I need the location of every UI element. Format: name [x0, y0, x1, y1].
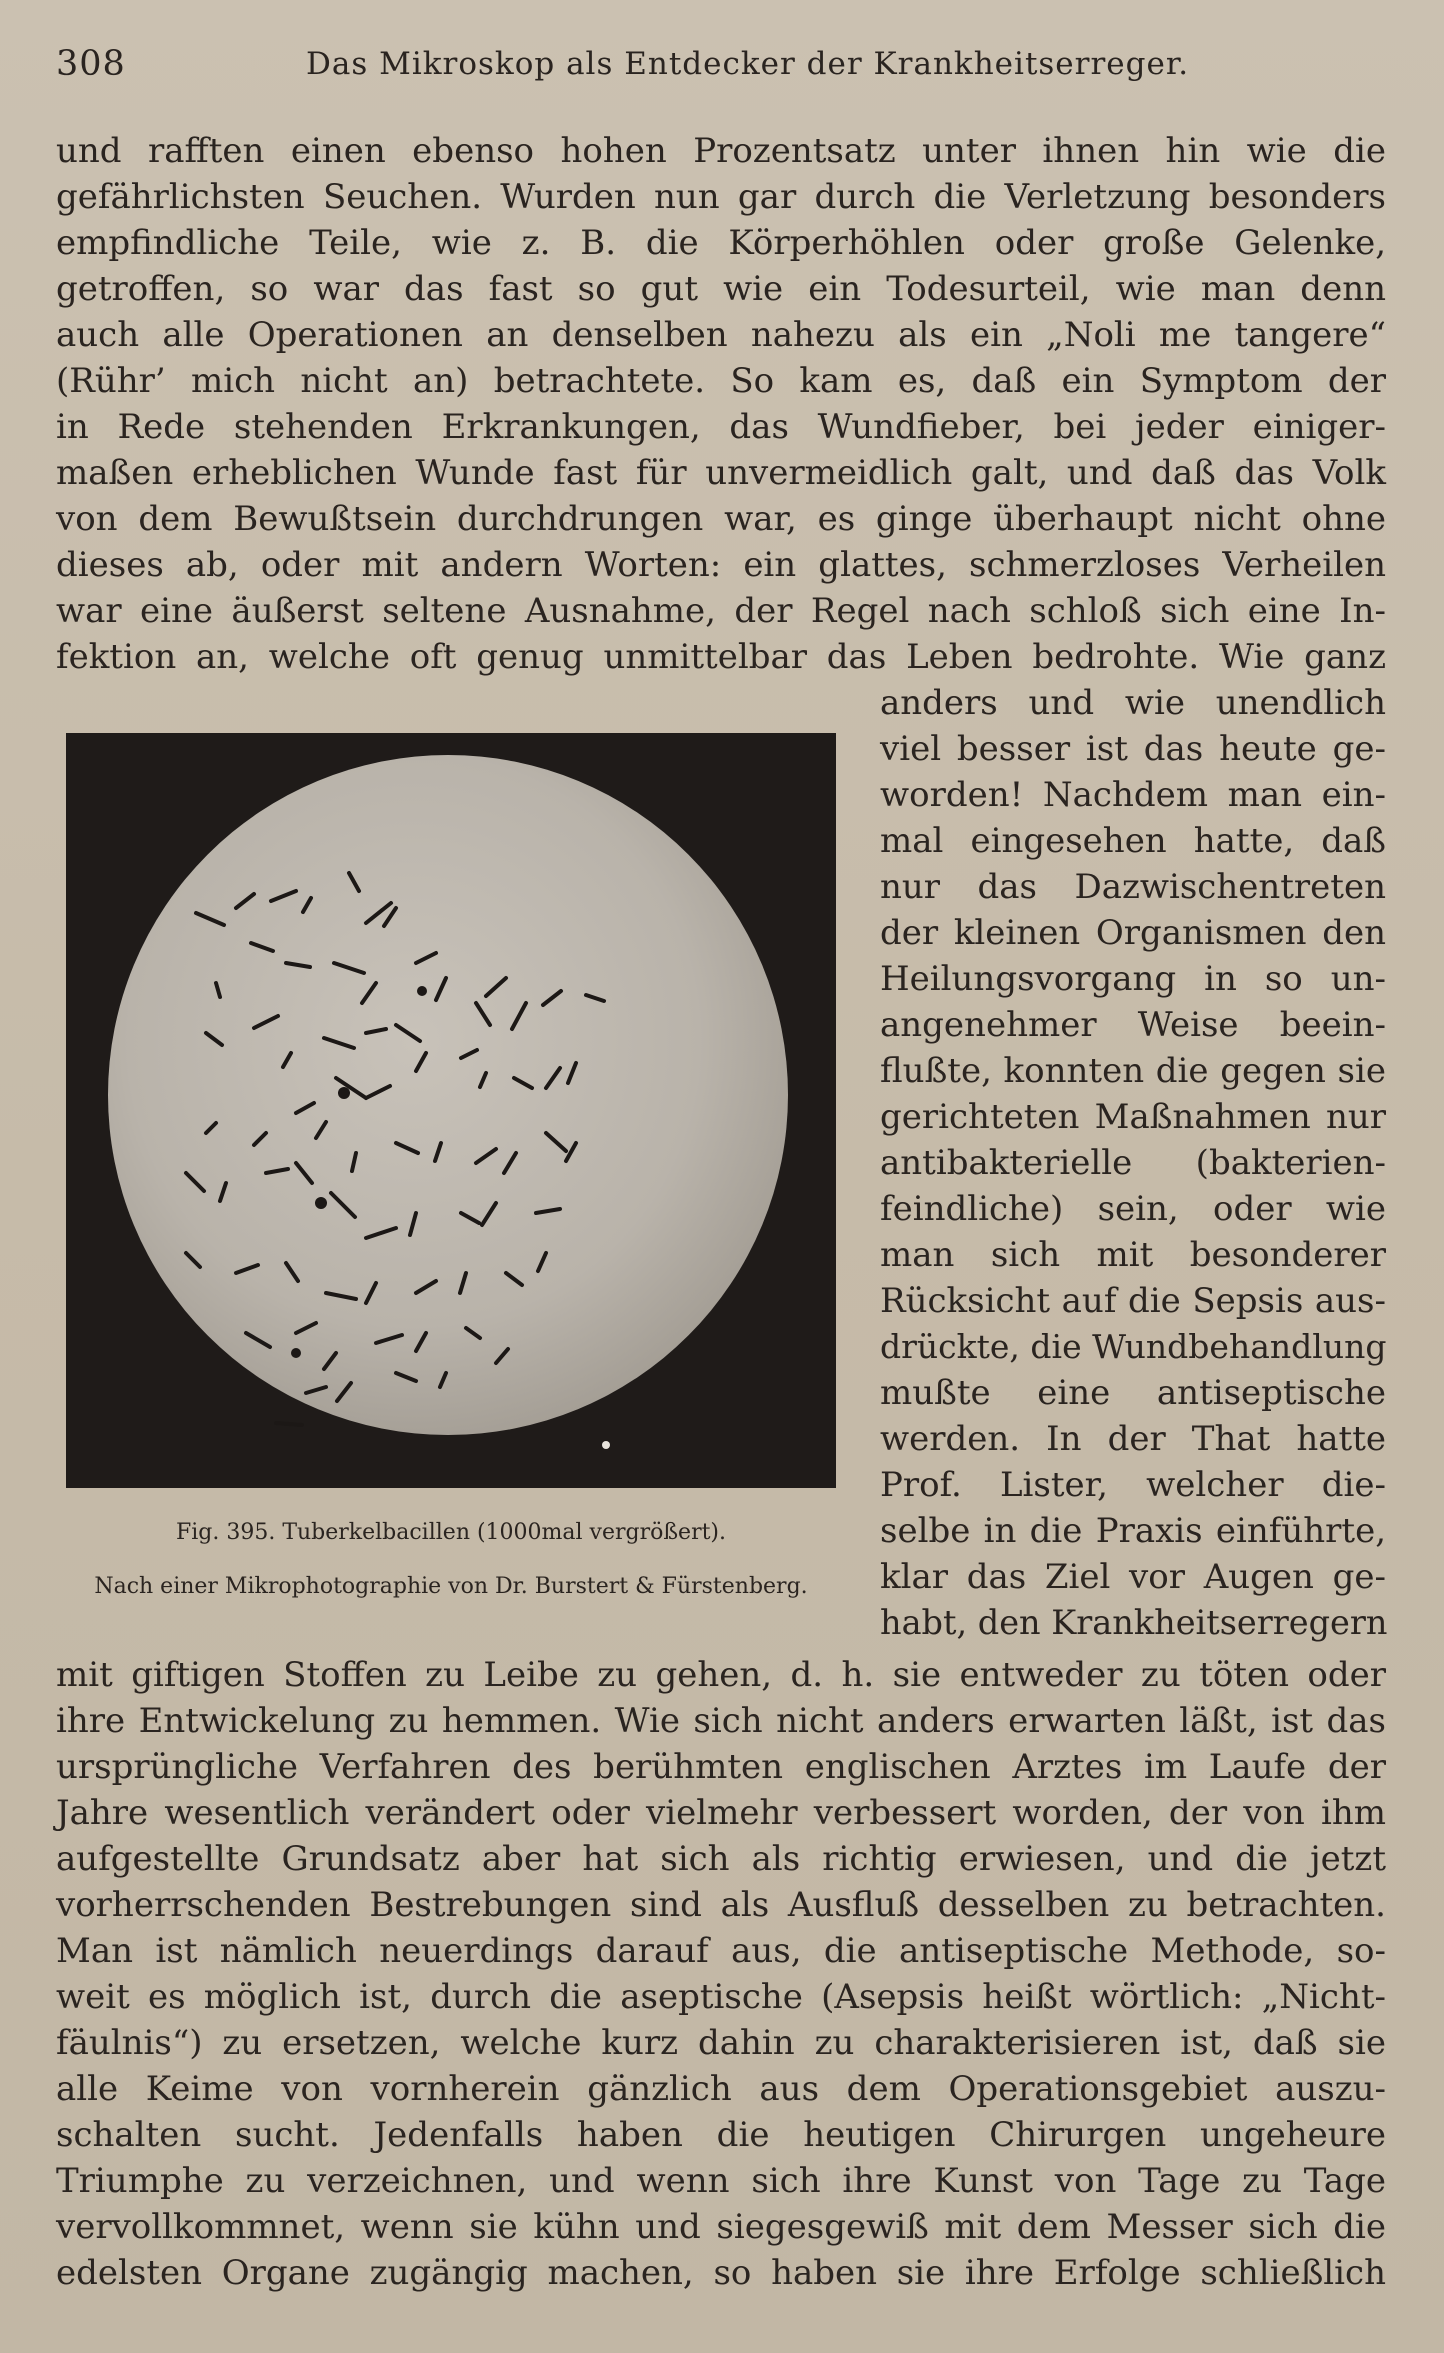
text-line: aufgestellte Grundsatz aber hat sich als richtig erwiesen, und die jetzt [56, 1839, 1386, 1879]
text-line: viel besser ist das heute ge- [880, 729, 1386, 769]
text-line: selbe in die Praxis einführte, [880, 1511, 1386, 1551]
text-line: antibakterielle (bakterien- [880, 1143, 1386, 1183]
text-line: drückte, die Wundbehandlung [880, 1327, 1387, 1366]
text-line: gerichteten Maßnahmen nur [880, 1097, 1386, 1137]
text-line: vorherrschenden Bestrebungen sind als Ausfluß desselben zu betrachten. [56, 1885, 1386, 1925]
text-line: Triumphe zu verzeichnen, und wenn sich ihre Kunst von Tage zu Tage [56, 2161, 1386, 2201]
text-line: empfindliche Teile, wie z. B. die Körperhöhlen oder große Gelenke, [56, 223, 1386, 263]
text-line: mal eingesehen hatte, daß [880, 821, 1386, 861]
text-line: edelsten Organe zugängig machen, so haben sie ihre Erfolge schließlich [56, 2253, 1386, 2293]
text-line: werden. In der That hatte [880, 1419, 1386, 1459]
text-line: habt, den Krankheitserregern [880, 1603, 1388, 1642]
text-line: alle Keime von vornherein gänzlich aus dem Operationsgebiet auszu- [56, 2069, 1386, 2109]
text-line: anders und wie unendlich [880, 683, 1386, 723]
text-line: (Rühr’ mich nicht an) betrachtete. So kam es, daß ein Symptom der [56, 361, 1386, 401]
tubercle-bacilli-micrograph [66, 733, 836, 1488]
text-line: angenehmer Weise beein- [880, 1005, 1386, 1045]
text-line: nur das Dazwischentreten [880, 867, 1386, 907]
text-line: auch alle Operationen an denselben nahezu als ein „Noli me tangere“ [56, 315, 1386, 355]
figure-credit: Nach einer Mikrophotographie von Dr. Burstert & Fürstenberg. [94, 1574, 808, 1599]
text-line: gefährlichsten Seuchen. Wurden nun gar durch die Verletzung besonders [56, 177, 1386, 217]
text-line: maßen erheblichen Wunde fast für unvermeidlich galt, und daß das Volk [56, 453, 1386, 493]
text-line: ihre Entwickelung zu hemmen. Wie sich nicht anders erwarten läßt, ist das [56, 1701, 1386, 1741]
text-line: feindliche) sein, oder wie [880, 1189, 1386, 1229]
text-line: Rücksicht auf die Sepsis aus- [880, 1281, 1386, 1321]
text-line: Heilungsvorgang in so un- [880, 959, 1386, 999]
text-line: mit giftigen Stoffen zu Leibe zu gehen, d. h. sie entweder zu töten oder [56, 1655, 1386, 1695]
text-line: mußte eine antiseptische [880, 1373, 1386, 1413]
text-line: von dem Bewußtsein durchdrungen war, es ginge überhaupt nicht ohne [56, 499, 1386, 539]
text-line: Jahre wesentlich verändert oder vielmehr verbessert worden, der von ihm [56, 1793, 1386, 1833]
text-line: getroffen, so war das fast so gut wie ein Todesurteil, wie man denn [56, 269, 1386, 309]
text-line: ursprüngliche Verfahren des berühmten englischen Arztes im Laufe der [56, 1747, 1386, 1787]
text-line: fektion an, welche oft genug unmittelbar das Leben bedrohte. Wie ganz [56, 637, 1386, 677]
text-line: man sich mit besonderer [880, 1235, 1386, 1275]
text-line: flußte, konnten die gegen sie [880, 1051, 1386, 1091]
running-head: Das Mikroskop als Entdecker der Krankheitserreger. [306, 46, 1190, 82]
text-line: der kleinen Organismen den [880, 913, 1386, 953]
text-line: klar das Ziel vor Augen ge- [880, 1557, 1386, 1597]
text-line: Prof. Lister, welcher die- [880, 1465, 1386, 1505]
text-line: weit es möglich ist, durch die aseptische (Asepsis heißt wörtlich: „Nicht- [56, 1977, 1386, 2017]
text-line: dieses ab, oder mit andern Worten: ein glattes, schmerzloses Verheilen [56, 545, 1386, 585]
micrograph-figure [66, 733, 836, 1488]
page-number: 308 [56, 44, 126, 84]
microscope-field [108, 755, 788, 1435]
text-line: war eine äußerst seltene Ausnahme, der Regel nach schloß sich eine In- [56, 591, 1386, 631]
figure-caption: Fig. 395. Tuberkelbacillen (1000mal vergrößert). [175, 1520, 727, 1545]
text-line: Man ist nämlich neuerdings darauf aus, die antiseptische Methode, so- [56, 1931, 1386, 1971]
text-line: schalten sucht. Jedenfalls haben die heutigen Chirurgen ungeheure [56, 2115, 1386, 2155]
page-header [56, 40, 1388, 90]
text-line: fäulnis“) zu ersetzen, welche kurz dahin zu charakterisieren ist, daß sie [56, 2023, 1386, 2063]
text-line: und rafften einen ebenso hohen Prozentsatz unter ihnen hin wie die [56, 131, 1386, 171]
text-line: vervollkommnet, wenn sie kühn und siegesgewiß mit dem Messer sich die [56, 2207, 1386, 2247]
text-line: worden! Nachdem man ein- [880, 775, 1386, 815]
text-line: in Rede stehenden Erkrankungen, das Wundfieber, bei jeder einiger- [56, 407, 1386, 447]
